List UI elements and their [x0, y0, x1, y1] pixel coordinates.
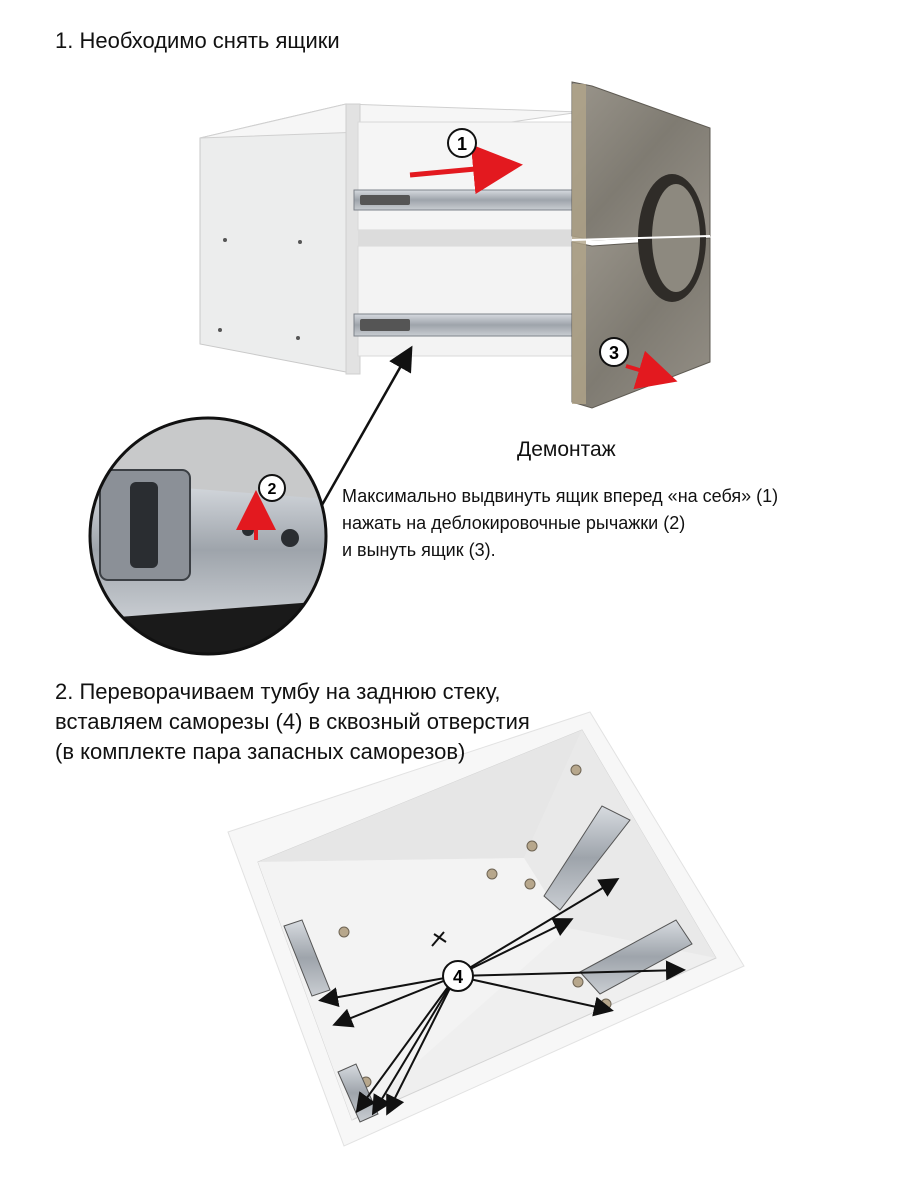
svg-text:3: 3 [608, 343, 620, 363]
lower-drawer-box [358, 246, 580, 356]
step2-line: вставляем саморезы (4) в сквозный отверстия [55, 709, 530, 734]
marker-3 [600, 338, 628, 366]
marker-2 [259, 475, 285, 501]
svg-text:1: 1 [456, 134, 468, 154]
instruction-line: и вынуть ящик (3). [342, 540, 496, 560]
zoom-pointer-arrow [322, 350, 410, 505]
instruction-line: нажать на деблокировочные рычажки (2) [342, 513, 686, 533]
cabinet-side-panel [200, 104, 346, 372]
step2-line: (в комплекте пара запасных саморезов) [55, 739, 466, 764]
marker-4 [443, 961, 473, 991]
instructions-block [342, 483, 778, 564]
marker-1 [448, 129, 476, 157]
svg-text:2: 2 [267, 481, 277, 498]
lever-zoom-circle [80, 410, 340, 670]
svg-text:4: 4 [452, 967, 464, 987]
step1-title: 1. Необходимо снять ящики [55, 28, 340, 53]
instruction-line: Максимально выдвинуть ящик вперед «на себя» (1) [342, 486, 779, 506]
step2-text [55, 677, 530, 767]
demontage-label: Демонтаж [517, 438, 616, 461]
cabinet-interior-photo [228, 712, 744, 1146]
step2-line: 2. Переворачиваем тумбу на заднюю стеку, [55, 679, 501, 704]
